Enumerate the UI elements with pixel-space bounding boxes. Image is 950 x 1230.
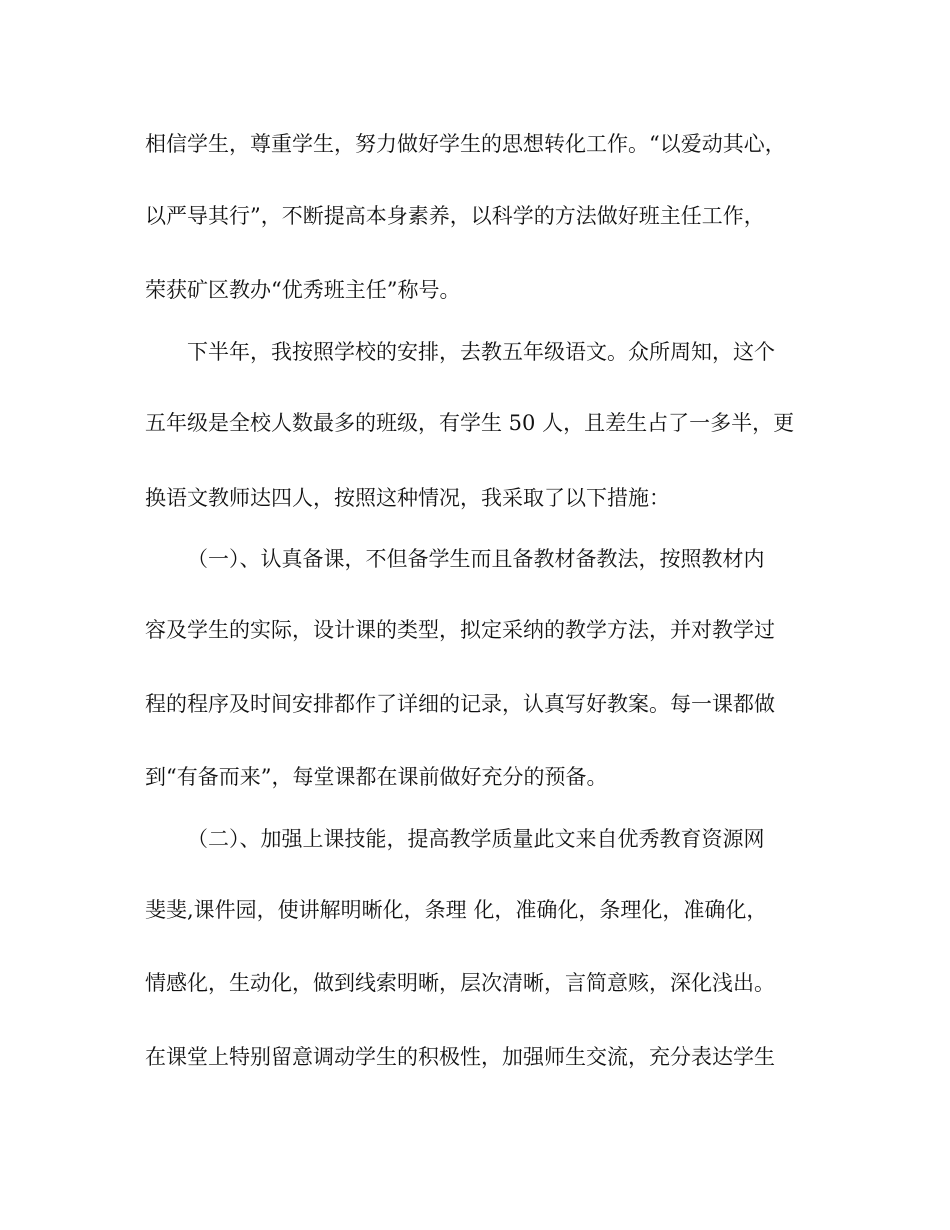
text-line: 斐斐,课件园，使讲解明晰化，条理 化，准确化，条理化，准确化， (145, 898, 768, 922)
text-line: 五年级是全校人数最多的班级，有学生 50 人，且差生占了一多半，更 (145, 411, 795, 435)
text-line: 换语文教师达四人，按照这种情况，我采取了以下措施： (145, 486, 670, 510)
text-line: 在课堂上特别留意调动学生的积极性，加强师生交流，充分表达学生 (145, 1045, 775, 1069)
paragraph-start-line: （二）、加强上课技能，提高教学质量此文来自优秀教育资源网 (187, 827, 765, 851)
paragraph-start-line: （一）、认真备课，不但备学生而且备教材备教法，按照教材内 (187, 547, 765, 571)
text-line: 容及学生的实际，设计课的类型，拟定采纳的教学方法，并对教学过 (145, 618, 775, 642)
text-line: 程的程序及时间安排都作了详细的记录，认真写好教案。每一课都做 (145, 692, 775, 716)
text-line: 相信学生，尊重学生，努力做好学生的思想转化工作。“以爱动其心， (145, 132, 786, 156)
paragraph-start-line: 下半年，我按照学校的安排，去教五年级语文。众所周知，这个 (187, 340, 775, 364)
text-line: 以严导其行”，不断提高本身素养，以科学的方法做好班主任工作， (145, 204, 765, 228)
text-line: 到“有备而来”，每堂课都在课前做好充分的预备。 (145, 765, 608, 789)
text-line: 情感化，生动化，做到线索明晰，层次清晰，言简意赅，深化浅出。 (145, 971, 775, 995)
text-line: 荣获矿区教办“优秀班主任”称号。 (145, 278, 461, 302)
